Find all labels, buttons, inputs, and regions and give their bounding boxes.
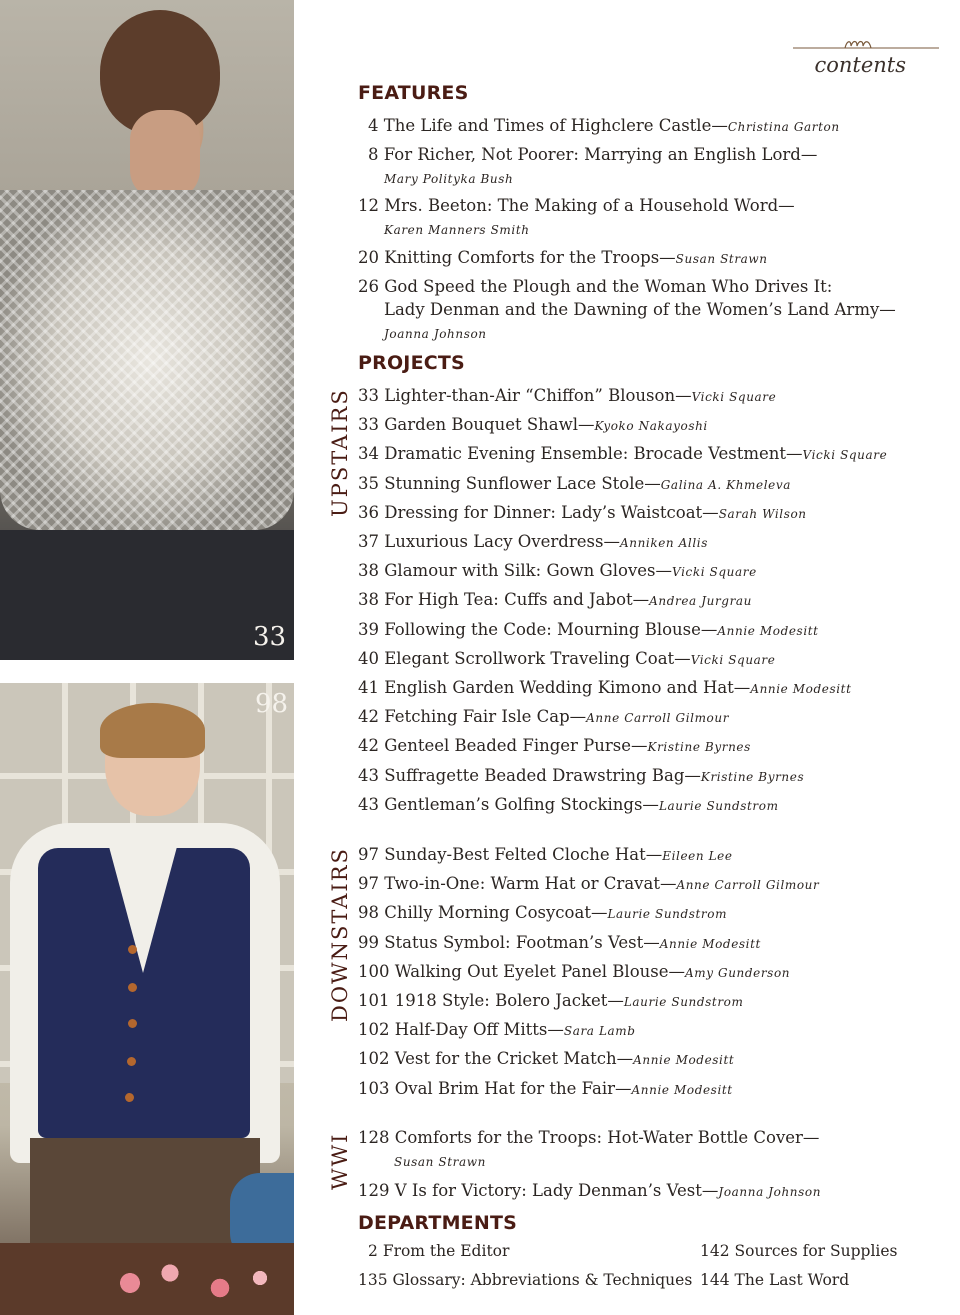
projects-heading: PROJECTS <box>358 352 465 374</box>
toc-page: 8 <box>368 145 379 164</box>
toc-page: 33 <box>358 415 379 435</box>
toc-author: Anne Carroll Gilmour <box>676 878 820 893</box>
toc-page: 20 <box>358 248 379 267</box>
toc-page: 33 <box>358 386 379 405</box>
toc-page: 102 <box>358 1020 390 1040</box>
toc-author: Galina A. Khmeleva <box>660 477 792 492</box>
toc-page: 100 <box>358 961 390 981</box>
toc-author: Vicki Square <box>690 652 776 667</box>
toc-page: 12 <box>358 196 379 215</box>
photo-page-number: 33 <box>253 622 287 652</box>
toc-title: Genteel Beaded Finger Purse— <box>384 736 648 756</box>
toc-entry[interactable] <box>358 532 708 551</box>
toc-title: Glamour with Silk: Gown Gloves— <box>384 561 673 581</box>
toc-title: Fetching Fair Isle Cap— <box>384 707 587 727</box>
toc-entry[interactable] <box>358 561 757 580</box>
toc-author: Annie Modesitt <box>633 1053 735 1068</box>
toc-entry[interactable] <box>358 795 779 814</box>
toc-author: Andrea Jurgrau <box>649 594 752 609</box>
lace-shawl-photo <box>0 0 294 660</box>
flowers <box>90 1253 290 1315</box>
toc-page: 34 <box>358 444 379 464</box>
photo-page-number: 98 <box>255 689 289 719</box>
toc-entry[interactable] <box>358 649 775 668</box>
vest-button <box>128 945 137 954</box>
toc-title: The Life and Times of Highclere Castle— <box>383 116 728 135</box>
toc-title-continued: Lady Denman and the Dawning of the Women’s Land Army— <box>384 300 896 319</box>
toc-page: 38 <box>358 561 379 581</box>
lace-shawl <box>0 190 294 530</box>
toc-title: Elegant Scrollwork Traveling Coat— <box>384 648 691 668</box>
toc-author: Laurie Sundstrom <box>607 907 728 922</box>
toc-author: Kyoko Nakayoshi <box>594 419 708 434</box>
features-heading: FEATURES <box>358 82 469 104</box>
toc-author: Annie Modesitt <box>750 682 852 696</box>
toc-entry[interactable] <box>358 474 791 493</box>
toc-author: Vicki Square <box>672 565 757 580</box>
toc-title: Sunday-Best Felted Cloche Hat— <box>384 845 663 864</box>
toc-author: Eileen Lee <box>662 849 733 863</box>
toc-title: Two-in-One: Warm Hat or Cravat— <box>384 874 677 894</box>
toc-author: Sara Lamb <box>563 1024 636 1039</box>
dark-skirt <box>0 530 294 660</box>
toc-title: Walking Out Eyelet Panel Blouse— <box>394 961 685 981</box>
toc-title: Chilly Morning Cosycoat— <box>384 903 608 923</box>
vest-photo <box>0 683 294 1315</box>
toc-page: 26 <box>358 277 379 296</box>
toc-page: 2 <box>368 1242 378 1260</box>
toc-author: Anne Carroll Gilmour <box>586 711 730 726</box>
toc-entry[interactable] <box>358 415 708 434</box>
toc-entry[interactable] <box>358 1181 821 1200</box>
vest-button <box>127 1057 136 1066</box>
toc-entry[interactable] <box>358 962 790 981</box>
toc-page: 40 <box>358 648 379 668</box>
toc-title: Status Symbol: Footman’s Vest— <box>384 932 660 952</box>
toc-title: Dramatic Evening Ensemble: Brocade Vestment— <box>384 444 803 464</box>
toc-author: Christina Garton <box>727 120 840 134</box>
toc-page: 103 <box>358 1078 390 1098</box>
toc-entry[interactable] <box>358 503 807 522</box>
toc-title: Knitting Comforts for the Troops— <box>384 248 676 267</box>
model-hair <box>100 703 205 758</box>
toc-entry[interactable] <box>358 933 761 952</box>
toc-entry[interactable] <box>358 766 804 785</box>
toc-author: Susan Strawn <box>394 1155 486 1169</box>
toc-author: Kristine Byrnes <box>647 740 751 755</box>
toc-title: V Is for Victory: Lady Denman’s Vest— <box>394 1181 719 1200</box>
toc-entry[interactable] <box>358 991 743 1010</box>
toc-author: Susan Strawn <box>675 252 768 266</box>
toc-title: English Garden Wedding Kimono and Hat— <box>384 678 751 697</box>
toc-page: 101 <box>358 991 390 1010</box>
toc-page: 98 <box>358 903 379 923</box>
toc-author: Annie Modesitt <box>631 1082 733 1097</box>
toc-title: Lighter-than-Air “Chiffon” Blouson— <box>384 386 692 405</box>
toc-page: 38 <box>358 590 379 610</box>
toc-page: 36 <box>358 502 379 522</box>
toc-entry[interactable] <box>358 620 819 639</box>
toc-title: Mrs. Beeton: The Making of a Household Word— <box>384 196 795 215</box>
toc-page: 43 <box>358 765 379 785</box>
model-neck <box>130 110 200 200</box>
toc-entry[interactable] <box>358 1079 733 1098</box>
toc-title: God Speed the Plough and the Woman Who Drives It: <box>384 277 833 296</box>
toc-page: 102 <box>358 1049 390 1069</box>
toc-page: 4 <box>368 116 379 135</box>
toc-page: 39 <box>358 619 379 639</box>
vest-button <box>125 1093 134 1102</box>
department-entry[interactable] <box>368 1242 509 1260</box>
toc-title: Following the Code: Mourning Blouse— <box>384 619 718 639</box>
toc-page: 37 <box>358 532 379 551</box>
toc-title: Stunning Sunflower Lace Stole— <box>384 473 661 493</box>
toc-author: Vicki Square <box>802 448 888 463</box>
toc-title: For High Tea: Cuffs and Jabot— <box>384 590 650 610</box>
toc-author: Mary Polityka Bush <box>384 172 514 186</box>
toc-page: 42 <box>358 736 379 756</box>
toc-title: Vest for the Cricket Match— <box>394 1049 634 1069</box>
toc-entry[interactable] <box>358 277 832 296</box>
department-entry[interactable] <box>358 1271 692 1289</box>
toc-title: Dressing for Dinner: Lady’s Waistcoat— <box>384 502 719 522</box>
toc-author: Laurie Sundstrom <box>623 995 744 1009</box>
toc-page: 43 <box>358 794 379 814</box>
toc-title: Garden Bouquet Shawl— <box>384 415 595 435</box>
toc-title: Glossary: Abbreviations & Techniques <box>392 1271 693 1289</box>
toc-title: Luxurious Lacy Overdress— <box>384 532 620 551</box>
toc-page: 142 <box>700 1242 730 1260</box>
toc-entry[interactable] <box>358 1049 734 1068</box>
toc-entry[interactable] <box>358 1020 636 1039</box>
toc-entry[interactable] <box>358 903 727 922</box>
toc-entry[interactable] <box>358 1128 819 1147</box>
toc-entry[interactable] <box>358 248 768 267</box>
contents-label: contents <box>814 53 906 77</box>
toc-entry[interactable] <box>358 707 729 726</box>
toc-title: Half-Day Off Mitts— <box>394 1020 564 1040</box>
vest-button <box>128 1019 137 1028</box>
toc-title: From the Editor <box>382 1242 510 1260</box>
toc-page: 144 <box>700 1271 730 1289</box>
department-entry[interactable] <box>700 1271 849 1289</box>
upstairs-label: UPSTAIRS <box>328 388 352 517</box>
toc-page: 42 <box>358 707 379 727</box>
toc-page: 99 <box>358 932 379 952</box>
toc-title: Comforts for the Troops: Hot-Water Bottle Cover— <box>394 1128 820 1147</box>
toc-page: 35 <box>358 473 379 493</box>
toc-entry[interactable] <box>368 116 840 135</box>
toc-entry[interactable] <box>358 590 752 609</box>
toc-author: Annie Modesitt <box>659 936 761 951</box>
toc-author: Joanna Johnson <box>384 327 487 341</box>
toc-page: 97 <box>358 845 379 864</box>
toc-page: 129 <box>358 1181 390 1200</box>
toc-page: 97 <box>358 874 379 894</box>
toc-title: Suffragette Beaded Drawstring Bag— <box>384 765 701 785</box>
toc-entry[interactable] <box>358 444 887 463</box>
toc-entry[interactable] <box>358 386 776 405</box>
toc-entry[interactable] <box>358 678 852 697</box>
toc-title: Sources for Supplies <box>734 1242 898 1260</box>
toc-entry[interactable] <box>358 874 819 893</box>
flourish-ornament-icon <box>793 38 939 52</box>
toc-title: 1918 Style: Bolero Jacket— <box>394 991 624 1010</box>
toc-title: Oval Brim Hat for the Fair— <box>394 1078 632 1098</box>
toc-title: For Richer, Not Poorer: Marrying an English Lord— <box>383 145 818 164</box>
vest-button <box>128 983 137 992</box>
toc-author: Sarah Wilson <box>718 506 807 521</box>
toc-author: Annie Modesitt <box>717 623 819 638</box>
toc-entry[interactable] <box>358 736 751 755</box>
toc-page: 135 <box>358 1271 388 1289</box>
toc-page: 128 <box>358 1128 390 1147</box>
toc-entry[interactable] <box>358 845 733 864</box>
toc-author: Amy Gunderson <box>684 965 791 980</box>
wwi-label: WWI <box>328 1132 352 1190</box>
toc-entry[interactable] <box>358 196 795 215</box>
toc-author: Vicki Square <box>691 390 777 404</box>
toc-author: Anniken Allis <box>619 536 708 550</box>
departments-heading: DEPARTMENTS <box>358 1212 518 1234</box>
toc-author: Joanna Johnson <box>718 1185 822 1199</box>
toc-page: 41 <box>358 678 379 697</box>
downstairs-label: DOWNSTAIRS <box>328 847 352 1022</box>
toc-author: Kristine Byrnes <box>700 769 805 784</box>
toc-entry[interactable] <box>368 145 817 164</box>
toc-author: Laurie Sundstrom <box>658 798 779 813</box>
toc-title: The Last Word <box>734 1271 850 1289</box>
toc-author: Karen Manners Smith <box>384 223 530 237</box>
toc-title: Gentleman’s Golfing Stockings— <box>384 794 659 814</box>
department-entry[interactable] <box>700 1242 898 1260</box>
